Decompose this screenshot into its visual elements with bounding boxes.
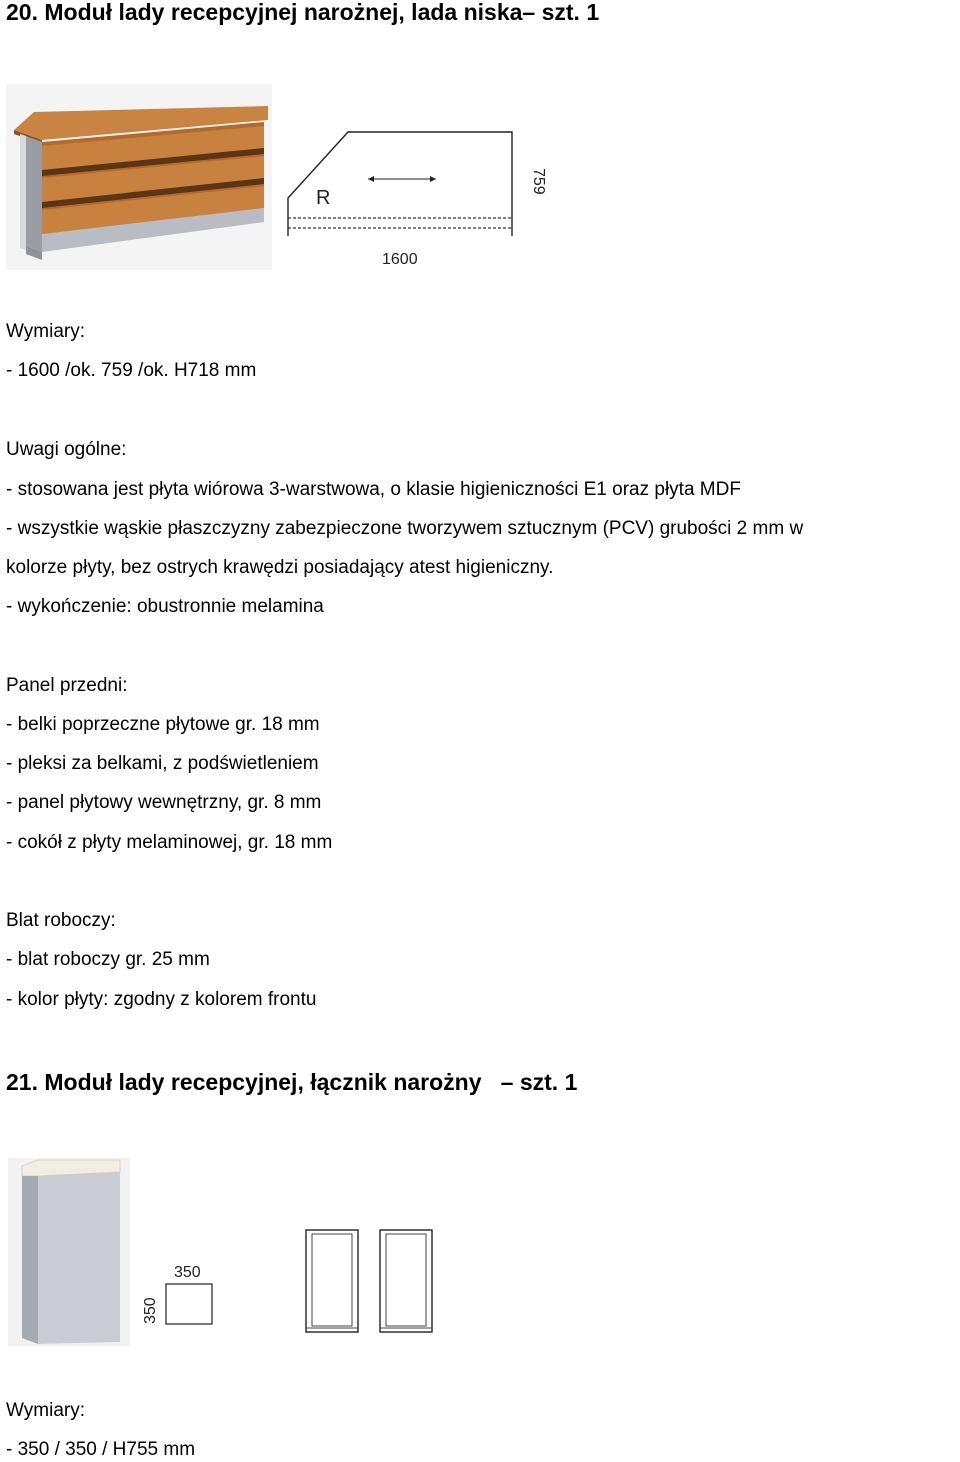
section-20-title: 20. Moduł lady recepcyjnej narożnej, lada niska– szt. 1 (6, 0, 600, 25)
general-line: - stosowana jest płyta wiórowa 3-warstwowa, o klasie higieniczności E1 oraz płyta MDF (6, 479, 741, 500)
dim-depth-350: 350 (142, 1297, 159, 1324)
corner-desk-render (6, 84, 272, 270)
connector-body (38, 1172, 120, 1344)
dim-width-350: 350 (174, 1264, 201, 1281)
general-line: - wykończenie: obustronnie melamina (6, 596, 324, 617)
front-panel-line: - panel płytowy wewnętrzny, gr. 8 mm (6, 792, 322, 813)
dimensions-value-20: - 1600 /ok. 759 /ok. H718 mm (6, 360, 257, 381)
front-panel-heading: Panel przedni: (6, 675, 128, 696)
front-panel-line: - cokół z płyty melaminowej, gr. 18 mm (6, 832, 333, 853)
general-line: kolorze płyty, bez ostrych krawędzi posiadający atest higieniczny. (6, 557, 554, 578)
connector-elevation-drawings (304, 1228, 436, 1336)
dimensions-heading-21: Wymiary: (6, 1400, 85, 1421)
general-line: - wszystkie wąskie płaszczyzny zabezpieczone tworzywem sztucznym (PCV) grubości 2 mm w (6, 518, 804, 539)
corner-connector-render (8, 1158, 130, 1346)
connector-plan-drawing (136, 1258, 220, 1326)
worktop-line: - kolor płyty: zgodny z kolorem frontu (6, 989, 317, 1010)
general-heading: Uwagi ogólne: (6, 439, 127, 460)
dim-width-1600: 1600 (382, 251, 418, 268)
corner-desk-plan-drawing (282, 126, 547, 268)
dim-depth-759: 759 (530, 168, 547, 195)
worktop-heading: Blat roboczy: (6, 910, 116, 931)
front-panel-line: - pleksi za belkami, z podświetleniem (6, 753, 319, 774)
dimensions-value-21: - 350 / 350 / H755 mm (6, 1439, 196, 1460)
worktop-line: - blat roboczy gr. 25 mm (6, 949, 210, 970)
elevation-front (306, 1230, 358, 1332)
elevation-side (380, 1230, 432, 1332)
dimensions-heading-20: Wymiary: (6, 321, 85, 342)
section-21-title: 21. Moduł lady recepcyjnej, łącznik narożny – szt. 1 (6, 1069, 578, 1095)
drawing-label-r: R (316, 187, 331, 209)
front-panel-line: - belki poprzeczne płytowe gr. 18 mm (6, 714, 320, 735)
